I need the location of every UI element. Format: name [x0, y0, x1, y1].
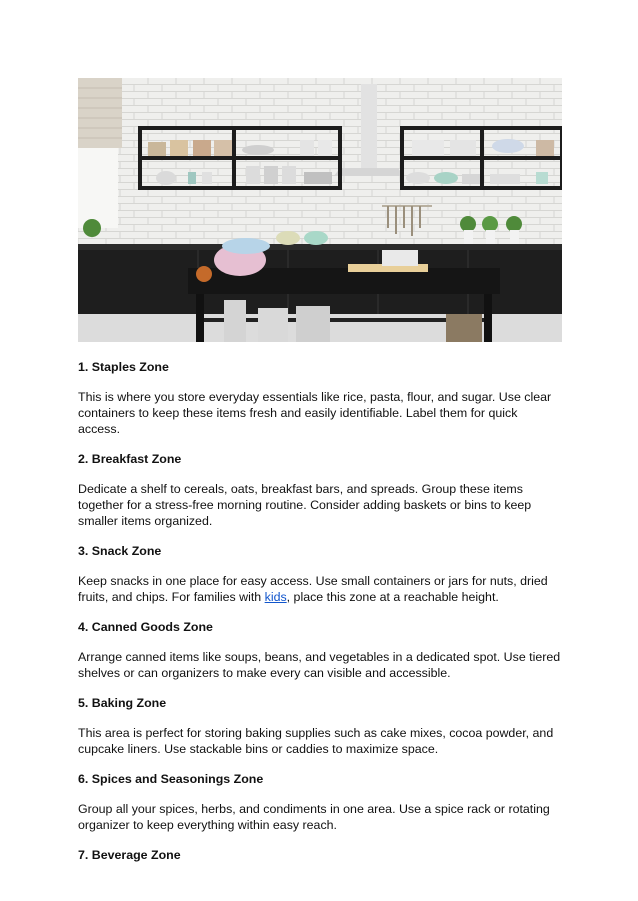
section-heading-staples: 1. Staples Zone [78, 360, 169, 374]
kitchen-photo [78, 78, 562, 342]
section-heading-snack: 3. Snack Zone [78, 544, 162, 558]
section-body-canned-goods: Arrange canned items like soups, beans, and vegetables in a dedicated spot. Use tiered shelves or can organizers to make every can visible and accessible. [78, 650, 561, 680]
section-heading-baking: 5. Baking Zone [78, 696, 167, 710]
section-body-staples: This is where you store everyday essentials like rice, pasta, flour, and sugar. Use clear containers to keep these items fresh and easily identifiable. Label them for quick access. [78, 390, 552, 436]
section-body-breakfast: Dedicate a shelf to cereals, oats, breakfast bars, and spreads. Group these items together for a stress-free morning routine. Consider adding baskets or bins to keep smaller items organized. [78, 482, 532, 528]
section-body-baking: This area is perfect for storing baking supplies such as cake mixes, cocoa powder, and cupcake liners. Use stackable bins or caddies to maximize space. [78, 726, 554, 756]
snack-body-text-before: Keep snacks in one place for easy access. Use small containers or jars for nuts, dried fruits, and chips. For families with [78, 574, 548, 604]
section-heading-breakfast: 2. Breakfast Zone [78, 452, 182, 466]
section-body-spices: Group all your spices, herbs, and condiments in one area. Use a spice rack or rotating organizer to keep everything within easy reach. [78, 802, 550, 832]
section-heading-canned-goods: 4. Canned Goods Zone [78, 620, 213, 634]
article-content [78, 359, 562, 877]
section-heading-beverage: 7. Beverage Zone [78, 848, 181, 862]
kids-link[interactable]: kids [264, 590, 287, 604]
snack-body-text-after: , place this zone at a reachable height. [286, 590, 499, 604]
section-body-snack [78, 573, 562, 605]
section-heading-spices: 6. Spices and Seasonings Zone [78, 772, 264, 786]
